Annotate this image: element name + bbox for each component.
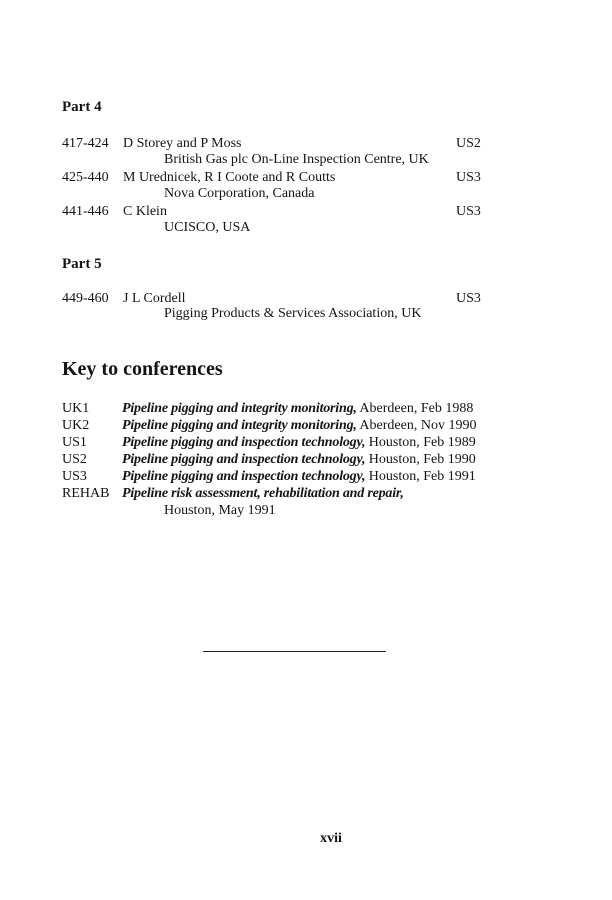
entry-authors: D Storey and P Moss: [123, 136, 242, 151]
entry-affiliation: British Gas plc On-Line Inspection Centre, UK: [164, 152, 429, 167]
key-to-conferences-heading: Key to conferences: [62, 358, 223, 380]
page-number: xvii: [320, 831, 342, 846]
conference-description: [122, 469, 476, 485]
divider-rule: [203, 651, 386, 652]
conference-description: [122, 486, 404, 502]
conference-code: US1: [62, 435, 87, 450]
conference-title: Pipeline risk assessment, rehabilitation and repair,: [122, 486, 404, 501]
entry-pages: 425-440: [62, 170, 109, 185]
conference-code: UK1: [62, 401, 90, 416]
conference-code: US3: [62, 469, 87, 484]
entry-authors: M Urednicek, R I Coote and R Coutts: [123, 170, 336, 185]
entry-affiliation: Pigging Products & Services Association, UK: [164, 306, 422, 321]
entry-pages: 441-446: [62, 204, 109, 219]
entry-conference: US2: [456, 136, 481, 151]
part-4-heading: Part 4: [62, 99, 102, 115]
conference-code: UK2: [62, 418, 90, 433]
entry-authors: J L Cordell: [123, 291, 186, 306]
conference-title: Pipeline pigging and integrity monitoring,: [122, 401, 357, 416]
entry-affiliation: Nova Corporation, Canada: [164, 186, 315, 201]
entry-authors: C Klein: [123, 204, 167, 219]
entry-pages: 449-460: [62, 291, 109, 306]
conference-detail-continuation: Houston, May 1991: [164, 503, 276, 518]
entry-pages: 417-424: [62, 136, 109, 151]
conference-description: [122, 452, 476, 468]
entry-affiliation: UCISCO, USA: [164, 220, 251, 235]
conference-detail: Houston, Feb 1989: [365, 435, 476, 450]
conference-code: REHAB: [62, 486, 110, 501]
conference-title: Pipeline pigging and inspection technology,: [122, 435, 366, 450]
conference-detail: Aberdeen, Feb 1988: [356, 401, 474, 416]
conference-description: [122, 418, 476, 434]
conference-title: Pipeline pigging and inspection technology,: [122, 452, 366, 467]
conference-title: Pipeline pigging and inspection technology,: [122, 469, 366, 484]
conference-code: US2: [62, 452, 87, 467]
entry-conference: US3: [456, 204, 481, 219]
conference-description: [122, 435, 476, 451]
conference-detail: Aberdeen, Nov 1990: [356, 418, 477, 433]
conference-detail: Houston, Feb 1990: [365, 452, 476, 467]
conference-description: [122, 401, 473, 417]
entry-conference: US3: [456, 291, 481, 306]
conference-detail: Houston, Feb 1991: [365, 469, 476, 484]
entry-conference: US3: [456, 170, 481, 185]
part-5-heading: Part 5: [62, 256, 102, 272]
conference-title: Pipeline pigging and integrity monitoring,: [122, 418, 357, 433]
